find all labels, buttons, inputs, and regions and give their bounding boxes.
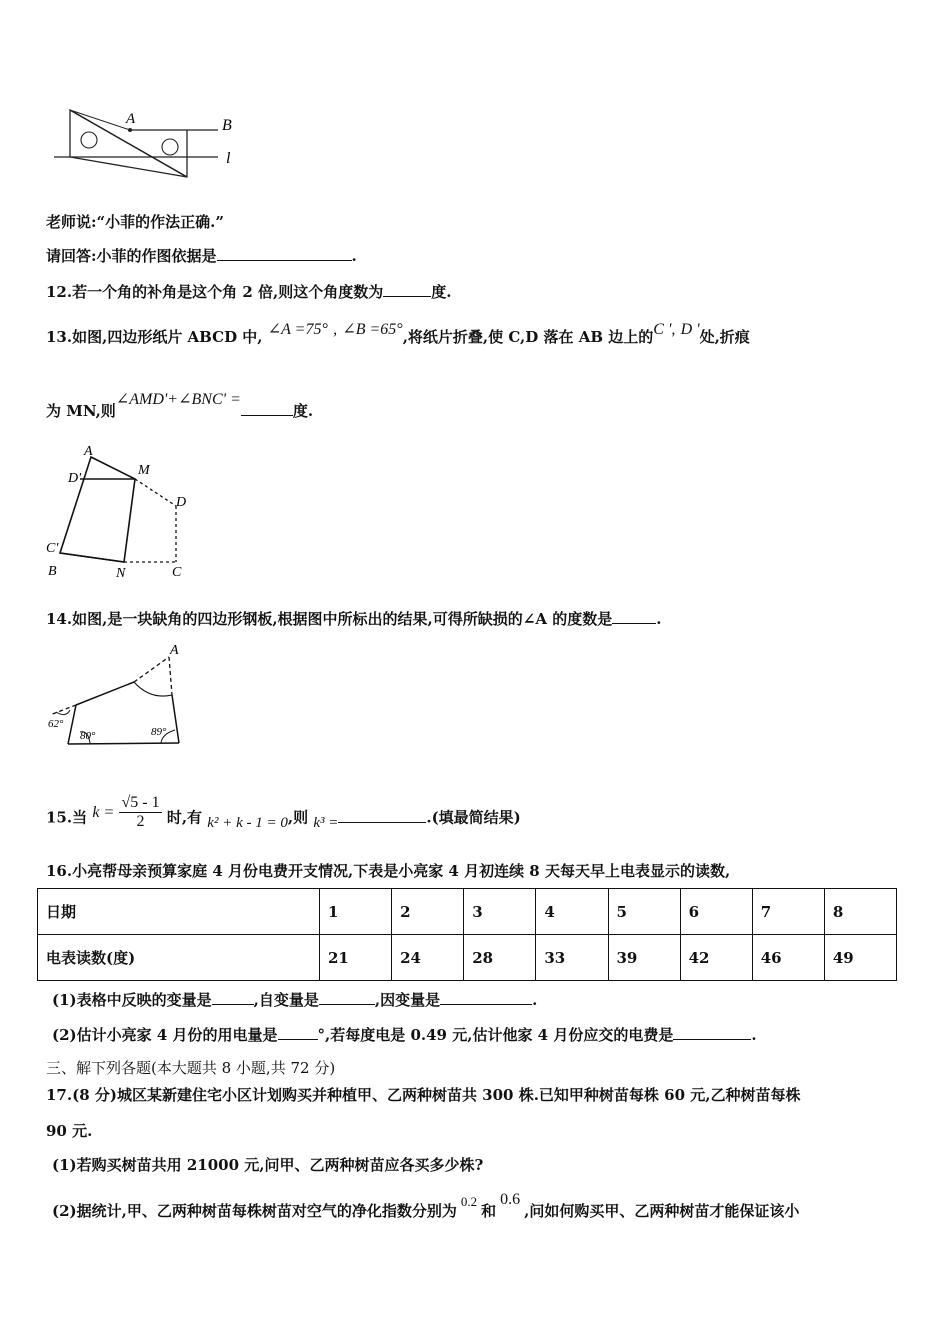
q15-fraction	[119, 794, 161, 831]
q15-k-eq: k =	[92, 803, 115, 821]
q12-text: 12.若一个角的补角是这个角 2 倍,则这个角度数为	[46, 283, 384, 301]
reading-cell: 24	[392, 935, 464, 981]
q11-answer-line	[46, 245, 357, 266]
fig14-label-62: 62°	[48, 718, 64, 730]
q13-sep2: ,	[671, 321, 676, 338]
q13-part2: ,将纸片折叠,使 C,D 落在 AB 边上的	[402, 328, 654, 346]
reading-cell: 49	[824, 935, 896, 981]
q15-numerator: √5 - 1	[121, 794, 160, 811]
date-cell: 3	[464, 889, 536, 935]
q14-end: .	[656, 610, 662, 628]
date-cell: 4	[536, 889, 608, 935]
fig14-label-89: 89°	[151, 726, 167, 738]
table-header-date: 日期	[38, 889, 320, 935]
q13-d-prime: D '	[680, 321, 700, 338]
q12-blank[interactable]	[383, 282, 431, 297]
fig13-label-d: D	[176, 495, 187, 510]
triangle-ruler-figure	[50, 105, 250, 185]
q17-line1: 17.(8 分)城区某新建住宅小区计划购买并种植甲、乙两种树苗共 300 株.已知甲种树苗每株 60 元,乙种树苗每株	[46, 1086, 801, 1104]
section-3-heading: 三、解下列各题(本大题共 8 小题,共 72 分)	[46, 1059, 336, 1077]
reading-cell: 33	[536, 935, 608, 981]
q15-k3: k³ =	[313, 814, 339, 831]
q13-sep: ,	[333, 321, 338, 338]
q13-end: 度.	[292, 402, 314, 420]
table-row-dates	[38, 889, 897, 935]
q13-blank[interactable]	[241, 401, 293, 416]
q16-sub2	[52, 1024, 757, 1045]
q16-blank-dependent[interactable]	[440, 990, 532, 1005]
table-row-readings	[38, 935, 897, 981]
q17-sub2-and: 和	[481, 1202, 497, 1220]
q14-line	[46, 608, 661, 629]
fig14-label-80: 80°	[80, 730, 96, 742]
q15-mid: 时,有	[166, 808, 203, 827]
fig13-label-c: C	[172, 565, 182, 580]
q15-denominator: 2	[136, 813, 145, 830]
q15-end: .(填最简结果)	[426, 808, 521, 827]
q16-sub2-c: .	[751, 1026, 757, 1044]
q11-blank[interactable]	[217, 246, 352, 261]
fig13-label-n: N	[116, 566, 126, 581]
reading-cell: 42	[680, 935, 752, 981]
date-cell: 8	[824, 889, 896, 935]
date-cell: 6	[680, 889, 752, 935]
q17-sub2	[52, 1191, 800, 1221]
q17-sub2-b: ,问如何购买甲、乙两种树苗才能保证该小	[524, 1202, 800, 1220]
q16-sub2-a: (2)估计小亮家 4 月份的用电量是	[52, 1026, 278, 1044]
q14-text: 14.如图,是一块缺角的四边形钢板,根据图中所标出的结果,可得所缺损的∠A 的度数是	[46, 610, 613, 628]
q16-sub1-d: .	[532, 991, 538, 1009]
q16-blank-independent[interactable]	[319, 990, 375, 1005]
folded-quadrilateral-figure	[40, 440, 210, 585]
table-header-reading: 电表读数(度)	[38, 935, 320, 981]
date-cell: 2	[392, 889, 464, 935]
meter-reading-table	[37, 888, 897, 981]
date-cell: 1	[320, 889, 392, 935]
q17-sub1: (1)若购买树苗共用 21000 元,问甲、乙两种树苗应各买多少株?	[52, 1156, 484, 1174]
date-cell: 5	[608, 889, 680, 935]
q13-c-prime: C '	[653, 321, 672, 338]
q16-blank-cost[interactable]	[673, 1025, 751, 1040]
q13-part3: 处,折痕	[699, 328, 750, 346]
q16-sub1	[52, 989, 537, 1010]
reading-cell: 28	[464, 935, 536, 981]
fig13-label-b: B	[48, 564, 57, 579]
reading-cell: 39	[608, 935, 680, 981]
reading-cell: 21	[320, 935, 392, 981]
q16-sub1-c: ,因变量是	[374, 991, 441, 1009]
q16-blank-usage[interactable]	[278, 1025, 318, 1040]
fig13-label-d-prime: D'	[68, 471, 82, 486]
q12-line	[46, 281, 451, 302]
q13-part1: 13.如图,四边形纸片 ABCD 中,	[46, 328, 263, 346]
q16-sub2-b: °,若每度电是 0.49 元,估计他家 4 月份应交的电费是	[317, 1026, 674, 1044]
q15-mid2: ,则	[287, 808, 309, 827]
q13-expr: ∠AMD'+∠BNC' =	[115, 391, 241, 408]
q15-equation: k² + k - 1 = 0	[207, 814, 288, 831]
q13-line2-a: 为 MN,则	[46, 402, 116, 420]
label-a: A	[126, 111, 136, 127]
date-cell: 7	[752, 889, 824, 935]
q17-val2: 0.6	[500, 1191, 521, 1208]
teacher-says: 老师说:“小菲的作法正确.”	[46, 213, 225, 231]
q13-line1	[46, 321, 750, 347]
q17-sub2-a: (2)据统计,甲、乙两种树苗每株树苗对空气的净化指数分别为	[52, 1202, 457, 1220]
q13-line2	[46, 391, 314, 421]
q16-sub1-a: (1)表格中反映的变量是	[52, 991, 212, 1009]
q11-prompt: 请回答:小菲的作图依据是	[46, 247, 217, 265]
q15-line	[46, 794, 521, 837]
q17-val1: 0.2	[460, 1194, 478, 1209]
fig13-label-c-prime: C'	[46, 541, 59, 556]
reading-cell: 46	[752, 935, 824, 981]
q13-angle-b: ∠B =65°	[342, 321, 403, 338]
label-b: B	[222, 117, 232, 134]
q11-end: .	[351, 247, 357, 265]
broken-steel-plate-figure	[44, 640, 194, 750]
q14-blank[interactable]	[612, 609, 656, 624]
label-l: l	[226, 150, 231, 167]
q12-end: 度.	[431, 283, 452, 301]
q16-blank-variable[interactable]	[212, 990, 254, 1005]
q17-line2: 90 元.	[46, 1122, 93, 1140]
fig13-label-a: A	[84, 444, 93, 459]
q15-prefix: 15.当	[46, 808, 88, 827]
q13-angle-a: ∠A =75°	[267, 321, 328, 338]
q16-sub1-b: ,自变量是	[253, 991, 319, 1009]
fig13-label-m: M	[138, 463, 150, 478]
q15-blank[interactable]	[338, 808, 426, 823]
q16-intro: 16.小亮帮母亲预算家庭 4 月份电费开支情况,下表是小亮家 4 月初连续 8 天每天早上电表显示的读数,	[46, 862, 731, 880]
fig14-label-a: A	[170, 643, 179, 658]
